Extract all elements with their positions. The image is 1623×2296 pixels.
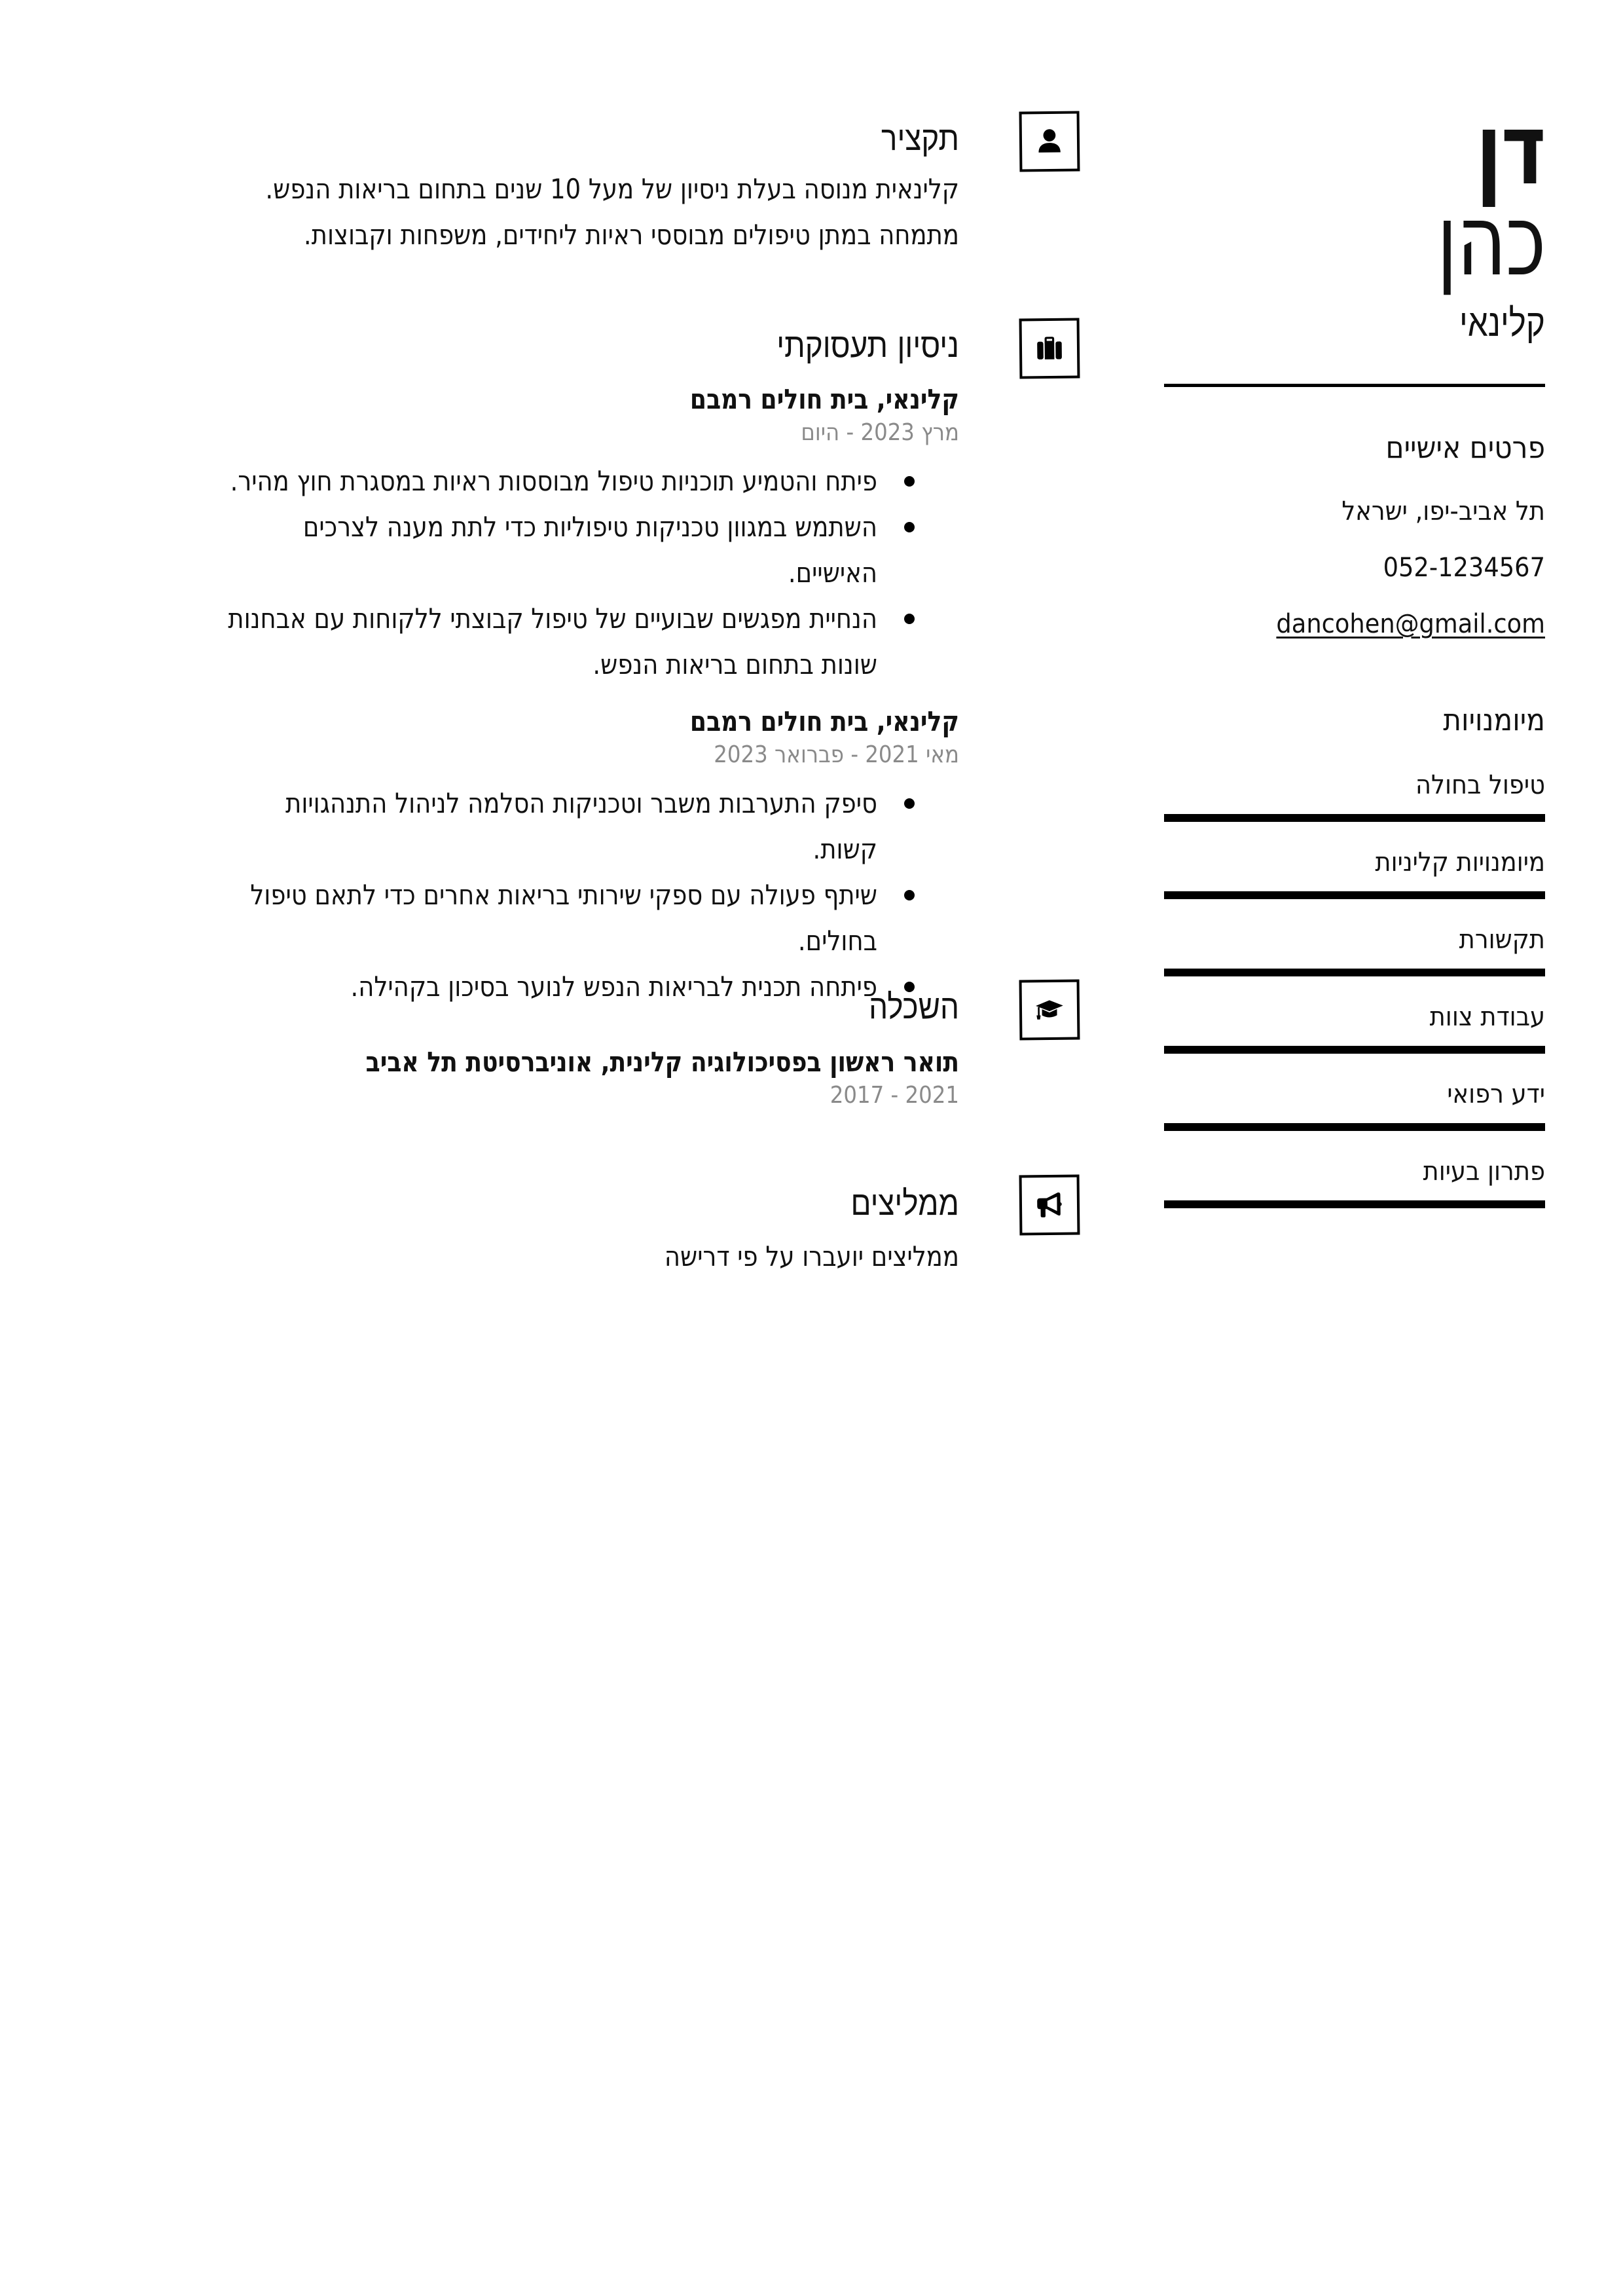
bullet-item: פיתח והטמיע תוכניות טיפול מבוססות ראיות במסגרת חוץ מהיר. [128, 458, 959, 504]
references-section [128, 1183, 959, 1280]
skill-level-bar [1164, 891, 1545, 899]
references-icon-box [1019, 1175, 1080, 1236]
skills-heading: מיומנויות [1443, 702, 1545, 737]
bullet-dot [904, 890, 915, 900]
skill-item [1164, 845, 1545, 899]
user-icon [1033, 125, 1067, 158]
skill-level-bar [1164, 1046, 1545, 1054]
job-bullets [128, 458, 959, 688]
job-dates: מרץ 2023 - היום [801, 419, 959, 446]
summary-icon-box [1019, 111, 1080, 172]
summary-section [128, 118, 959, 258]
degree: תואר ראשון בפסיכולוגיה קלינית, אוניברסיטת תל אביב [365, 1046, 959, 1078]
bullet-dot [904, 614, 915, 624]
bullet-dot [904, 476, 915, 487]
skill-label: ידע רפואי [1447, 1079, 1545, 1109]
bullet-item: שיתף פעולה עם ספקי שירותי בריאות אחרים כדי לתאם טיפול בחולים. [128, 872, 959, 964]
skill-item [1164, 1155, 1545, 1208]
bullet-dot [904, 522, 915, 532]
first-name: דן [1476, 93, 1545, 207]
skill-item [1164, 1000, 1545, 1054]
skill-item [1164, 1077, 1545, 1131]
experience-heading: ניסיון תעסוקתי [776, 326, 959, 365]
references-text: ממליצים יועברו על פי דרישה [664, 1240, 959, 1272]
skill-label: טיפול בחולה [1415, 770, 1545, 800]
education-icon-box [1019, 980, 1080, 1041]
phone: 052-1234567 [1383, 553, 1545, 583]
job-entry [128, 703, 959, 1010]
skill-item [1164, 768, 1545, 822]
education-dates: 2021 - 2017 [830, 1082, 959, 1109]
email-row [1195, 608, 1545, 640]
job-entry [128, 381, 959, 688]
skill-label: מיומנויות קליניות [1375, 847, 1545, 878]
location: תל אביב-יפו, ישראל [1341, 496, 1545, 527]
education-heading: השכלה [869, 988, 959, 1027]
job-bullets [128, 781, 959, 1010]
skill-label: עבודת צוות [1429, 1002, 1545, 1032]
experience-icon-box [1019, 318, 1080, 379]
summary-heading: תקציר [881, 119, 959, 158]
skill-item [1164, 923, 1545, 976]
summary-line: מתמחה במתן טיפולים מבוססי ראיות ליחידים, משפחות וקבוצות. [303, 219, 959, 251]
bullet-dot [904, 798, 915, 809]
summary-line: קלינאית מנוסה בעלת ניסיון של מעל 10 שנים בתחום בריאות הנפש. [265, 173, 959, 205]
experience-section [128, 325, 959, 1010]
job-dates: מאי 2021 - פברואר 2023 [714, 741, 959, 768]
bullet-item: הנחיית מפגשים שבועיים של טיפול קבוצתי ללקוחות עם אבחנות שונות בתחום בריאות הנפש. [128, 596, 959, 688]
skill-level-bar [1164, 969, 1545, 976]
job-title-company: קלינאי, בית חולים רמבם [689, 705, 959, 737]
job-title: קלינאי [1459, 301, 1545, 345]
skill-label: תקשורת [1459, 925, 1545, 955]
job-title-company: קלינאי, בית חולים רמבם [689, 383, 959, 415]
megaphone-icon [1033, 1189, 1067, 1222]
skill-level-bar [1164, 1200, 1545, 1208]
bullet-item: השתמש במגוון טכניקות טיפוליות כדי לתת מענה לצרכים האישיים. [128, 504, 959, 596]
references-heading: ממליצים [850, 1184, 959, 1223]
briefcase-icon [1033, 332, 1067, 365]
education-section [128, 986, 959, 1111]
last-name: כהן [1436, 184, 1545, 298]
bullet-item: פיתחה תכנית לבריאות הנפש לנוער בסיכון בקהילה. [128, 964, 959, 1010]
skill-level-bar [1164, 814, 1545, 822]
header-divider [1164, 384, 1545, 387]
skill-label: פתרון בעיות [1423, 1157, 1545, 1187]
sidebar [1164, 93, 1545, 1208]
skill-level-bar [1164, 1123, 1545, 1131]
email-link[interactable]: dancohen@gmail.com [1276, 609, 1545, 639]
graduation-cap-icon [1033, 993, 1067, 1027]
personal-details-heading: פרטים אישיים [1385, 430, 1545, 465]
bullet-item: סיפק התערבות משבר וטכניקות הסלמה לניהול התנהגויות קשות. [128, 781, 959, 872]
